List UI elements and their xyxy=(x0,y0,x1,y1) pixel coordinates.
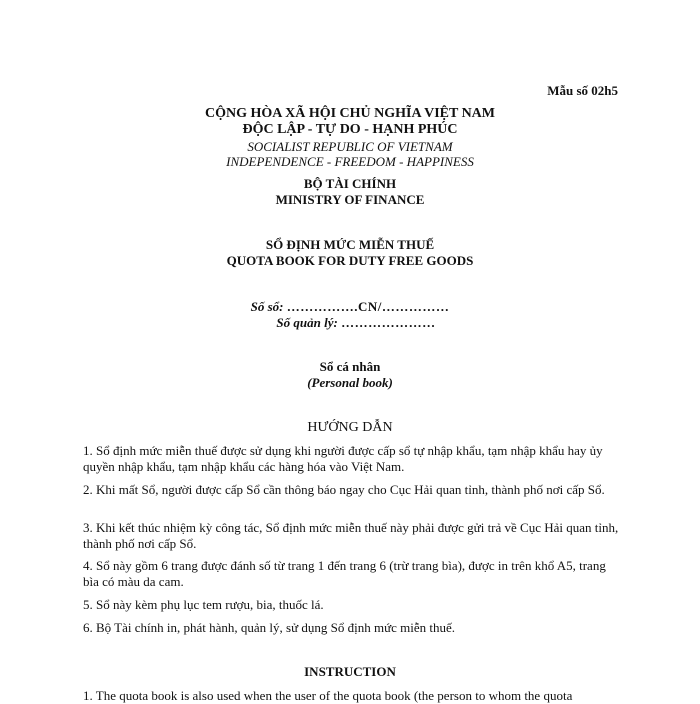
ministry-vi: BỘ TÀI CHÍNH xyxy=(303,176,397,191)
title-vi: SỔ ĐỊNH MỨC MIỄN THUẾ xyxy=(265,237,435,252)
guide-heading: HƯỚNG DẪN xyxy=(307,420,393,435)
motto-en: INDEPENDENCE - FREEDOM - HAPPINESS xyxy=(226,154,474,169)
book-type-vi: Sổ cá nhân xyxy=(319,359,381,374)
motto-vi: ĐỘC LẬP - TỰ DO - HẠNH PHÚC xyxy=(242,122,458,137)
ministry-en: MINISTRY OF FINANCE xyxy=(275,192,425,207)
book-type-en: (Personal book) xyxy=(307,375,393,390)
form-code: Mẫu số 02h5 xyxy=(547,83,618,98)
guide-item-1: 1. Sổ định mức miễn thuế được sử dụng khi người được cấp sổ tự nhập khẩu, tạm nhập khẩu hay ủy quyền nhập khẩu, tạm nhập khẩu các hàng hóa vào Việt Nam. xyxy=(83,443,603,474)
book-number-value: …………….CN/…………… xyxy=(286,299,450,314)
guide-item-6: 6. Bộ Tài chính in, phát hành, quản lý, sử dụng Sổ định mức miễn thuế. xyxy=(83,620,456,635)
title-en: QUOTA BOOK FOR DUTY FREE GOODS xyxy=(226,253,474,268)
book-number-label: Số sổ: xyxy=(250,299,284,314)
guide-item-4: 4. Sổ này gồm 6 trang được đánh số từ trang 1 đến trang 6 (trừ trang bìa), được in trên khổ A5, trang bìa có màu da cam. xyxy=(83,558,606,589)
country-name-en: SOCIALIST REPUBLIC OF VIETNAM xyxy=(247,139,453,154)
guide-item-2: 2. Khi mất Sổ, người được cấp Sổ cần thông báo ngay cho Cục Hải quan tỉnh, thành phố nơi cấp Sổ. xyxy=(83,482,605,497)
management-number-label: Số quản lý: xyxy=(276,315,338,330)
book-number-line xyxy=(0,299,700,315)
instruction-heading: INSTRUCTION xyxy=(304,664,396,679)
guide-item-5: 5. Sổ này kèm phụ lục tem rượu, bia, thuốc lá. xyxy=(83,597,324,612)
management-number-value: ………………… xyxy=(341,315,436,330)
management-number-line xyxy=(0,315,700,331)
instruction-item-1: 1. The quota book is also used when the user of the quota book (the person to whom the quota xyxy=(83,688,573,703)
guide-item-3: 3. Khi kết thúc nhiệm kỳ công tác, Sổ định mức miễn thuế này phải được gửi trả về Cục Hải quan tỉnh, thành phố nơi cấp Sổ. xyxy=(83,520,619,551)
country-name-vi: CỘNG HÒA XÃ HỘI CHỦ NGHĨA VIỆT NAM xyxy=(204,106,495,121)
